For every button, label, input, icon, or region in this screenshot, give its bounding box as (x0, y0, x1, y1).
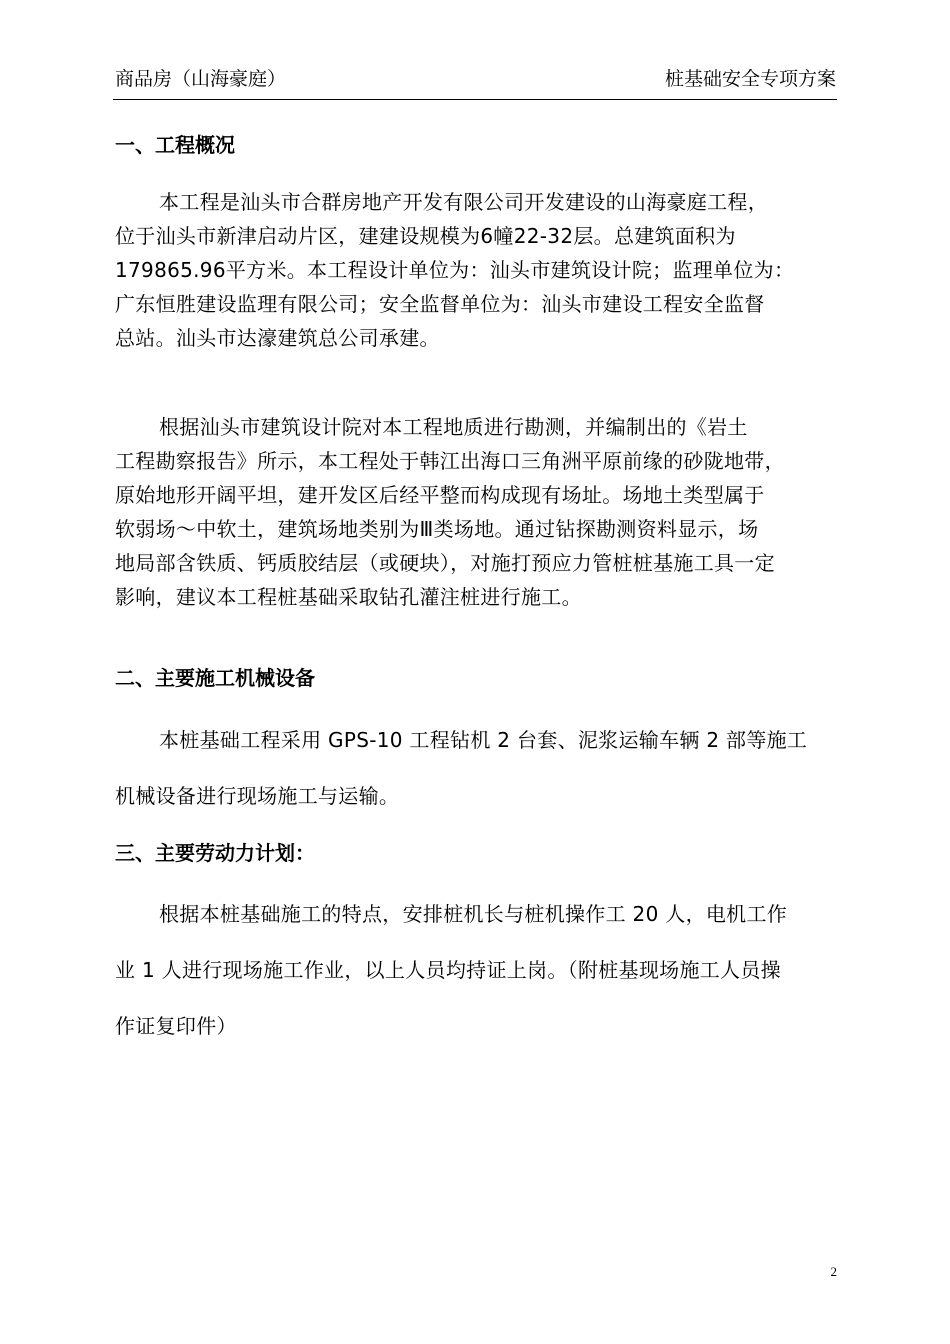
paragraph-line: 根据本桩基础施工的特点，安排桩机长与桩机操作工 20 人，电机工作 (159, 902, 788, 926)
header-rule (113, 99, 837, 100)
section-2-paragraph (115, 712, 839, 824)
paragraph-line: 业 1 人进行现场施工作业，以上人员均持证上岗。（附桩基现场施工人员操 (115, 958, 781, 982)
paragraph-line: 位于汕头市新津启动片区，建建设规模为6幢22-32层。总建筑面积为 (115, 224, 736, 248)
paragraph-line: 工程勘察报告》所示，本工程处于韩江出海口三角洲平原前缘的砂陇地带， (115, 449, 785, 473)
section-1-heading: 一、工程概况 (115, 133, 235, 157)
page-number: 2 (830, 1264, 837, 1279)
paragraph-line: 总站。汕头市达濠建筑总公司承建。 (115, 326, 440, 350)
paragraph-line: 179865.96平方米。本工程设计单位为：汕头市建筑设计院；监理单位为： (115, 258, 795, 282)
paragraph-line: 地局部含铁质、钙质胶结层（或硬块），对施打预应力管桩桩基施工具一定 (115, 551, 775, 575)
paragraph-line: 作证复印件） (115, 1014, 237, 1038)
section-3-paragraph (115, 886, 839, 1054)
paragraph-line: 本桩基础工程采用 GPS-10 工程钻机 2 台套、泥浆运输车辆 2 部等施工 (159, 728, 808, 752)
paragraph-line: 原始地形开阔平坦，建开发区后经平整而构成现有场址。场地土类型属于 (115, 483, 765, 507)
paragraph-line: 软弱场～中软土，建筑场地类别为Ⅲ类场地。通过钻探勘测资料显示，场 (115, 517, 759, 541)
paragraph-line: 机械设备进行现场施工与运输。 (115, 784, 400, 808)
section-1-paragraph-2 (115, 410, 839, 614)
section-3-heading: 三、主要劳动力计划： (115, 841, 315, 865)
paragraph-line: 本工程是汕头市合群房地产开发有限公司开发建设的山海豪庭工程， (159, 190, 768, 214)
paragraph-line: 广东恒胜建设监理有限公司；安全监督单位为：汕头市建设工程安全监督 (115, 292, 765, 316)
page-header-left: 商品房（山海豪庭） (115, 68, 287, 90)
page-header-right: 桩基础安全专项方案 (664, 68, 836, 90)
section-2-heading: 二、主要施工机械设备 (115, 666, 315, 690)
section-1-paragraph-1 (115, 185, 839, 355)
paragraph-line: 根据汕头市建筑设计院对本工程地质进行勘测，并编制出的《岩土 (159, 415, 748, 439)
paragraph-line: 影响，建议本工程桩基础采取钻孔灌注桩进行施工。 (115, 585, 582, 609)
